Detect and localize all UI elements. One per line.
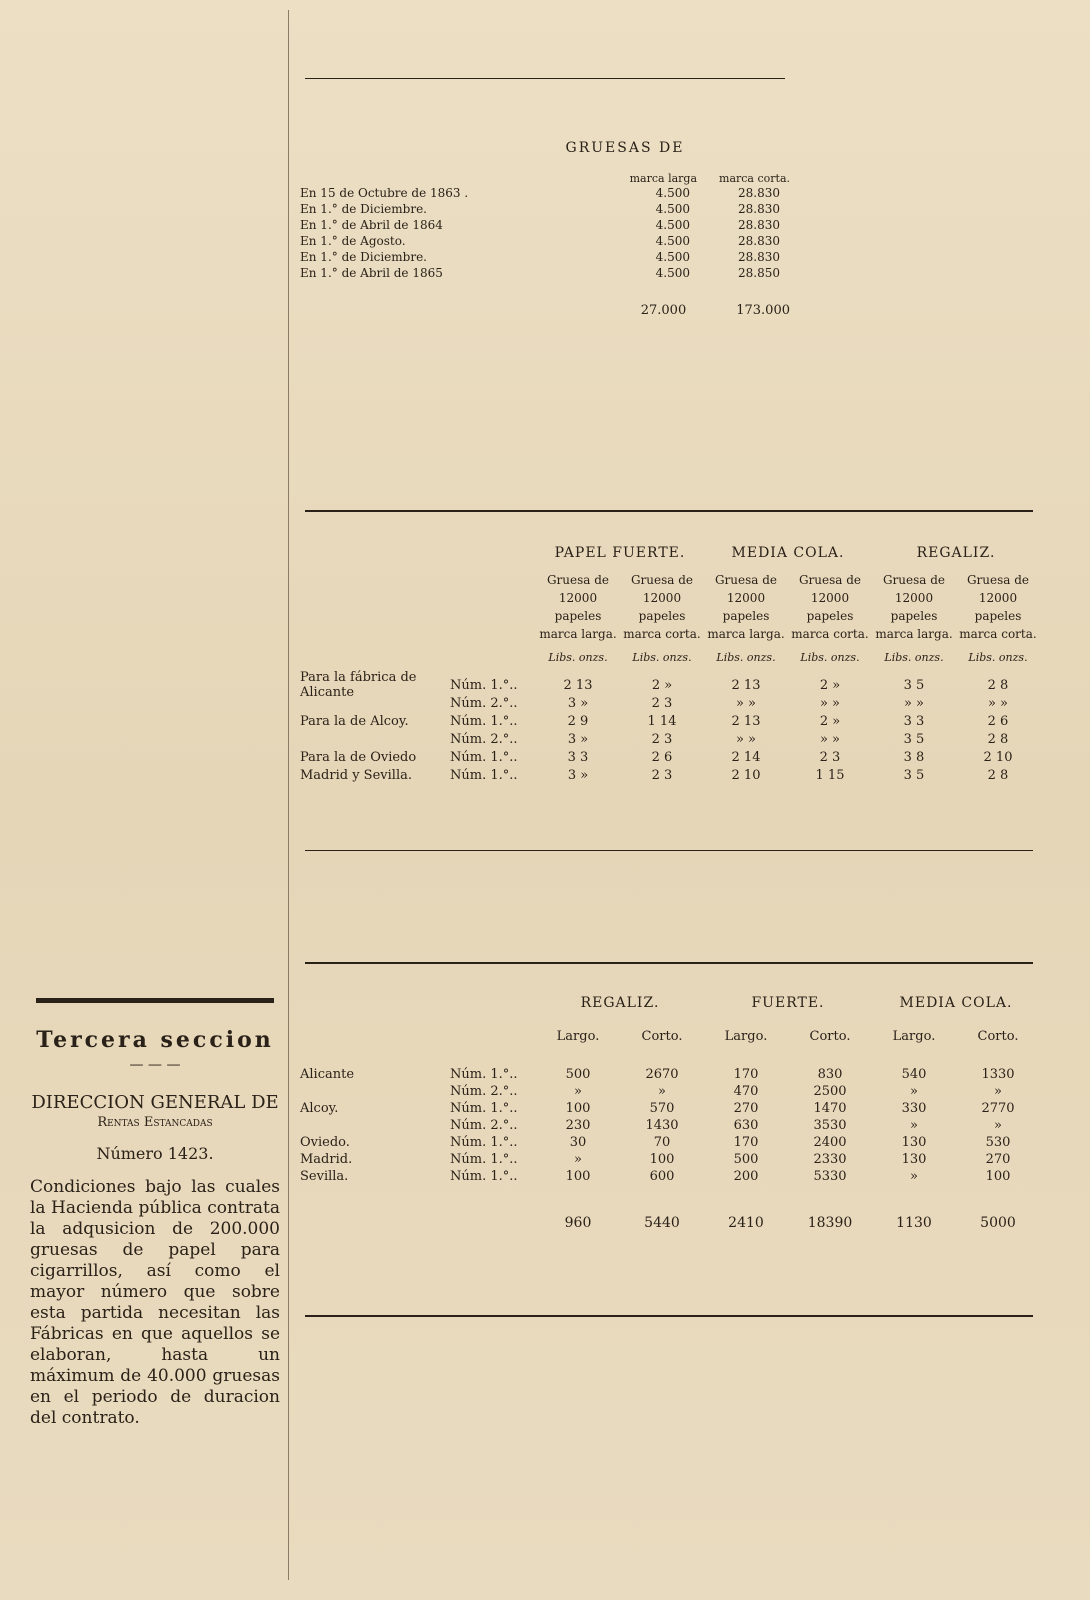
row-cell: »: [994, 1118, 1002, 1133]
table-b-rows: [300, 670, 1040, 784]
row-num: Núm. 1.°..: [450, 1152, 518, 1167]
row-desc: En 1.° de Agosto.: [300, 234, 406, 248]
row-marca-corta: 28.830: [738, 186, 780, 200]
row-marca-larga: 4.500: [655, 266, 690, 280]
column-rule: [288, 10, 289, 1580]
row-marca-corta: 28.830: [738, 218, 780, 232]
table-row: [300, 766, 1040, 784]
group-header: REGALIZ.: [916, 545, 996, 561]
total-cell: 2410: [728, 1215, 764, 1231]
rule-below-table-b: [305, 850, 1033, 851]
row-cell: 170: [733, 1067, 759, 1082]
total-b: 173.000: [736, 303, 790, 318]
row-cell: 2 »: [819, 713, 841, 729]
rule-above-table-b: [305, 510, 1033, 512]
row-label: Alicante: [300, 1067, 355, 1082]
row-cell: » »: [819, 695, 841, 711]
row-cell: 630: [733, 1118, 759, 1133]
row-cell: 2 6: [651, 749, 673, 765]
row-cell: 570: [649, 1101, 675, 1116]
row-cell: 30: [569, 1135, 587, 1150]
group-header: REGALIZ.: [580, 995, 660, 1011]
condiciones-title: Condiciones bajo las cuales la Hacienda pública contrata la adqusicion de 200.000 gruesas de papel para cigarrillos, así como el mayor número que sobre esta partida necesitan las Fábricas en que aquellos se elaboran, hasta un máximum de 40.000 gruesas en el periodo de duracion del contrato.: [30, 1177, 280, 1428]
row-desc: En 1.° de Diciembre.: [300, 202, 427, 216]
row-cell: »: [574, 1084, 582, 1099]
rule-below-table-c: [305, 1315, 1033, 1317]
unit-label: Libs. onzs.: [968, 651, 1028, 664]
row-cell: 130: [901, 1152, 927, 1167]
table-row: [300, 730, 1040, 748]
row-cell: 1470: [813, 1101, 847, 1116]
table-c-groups: [300, 995, 1040, 1011]
section-title: Tercera seccion: [36, 1027, 274, 1053]
col-marca-larga: marca larga: [629, 172, 698, 185]
row-desc: En 1.° de Abril de 1864: [300, 218, 443, 232]
row-cell: 330: [901, 1101, 927, 1116]
row-cell: 1 15: [815, 767, 845, 783]
subhead-corta: Gruesa de 12000 papeles marca corta.: [791, 573, 869, 641]
row-label: Para la de Oviedo: [300, 749, 417, 765]
row-cell: 2330: [813, 1152, 847, 1167]
row-cell: 2770: [981, 1101, 1015, 1116]
row-cell: 3530: [813, 1118, 847, 1133]
row-cell: »: [910, 1118, 918, 1133]
table-gruesas: [300, 140, 790, 318]
row-cell: 70: [653, 1135, 671, 1150]
row-label: Para la fábrica de Alicante: [300, 670, 417, 700]
subhead-largo: Largo.: [556, 1029, 600, 1044]
row-num: Núm. 1.°..: [450, 767, 518, 783]
row-desc: En 15 de Octubre de 1863 .: [300, 186, 469, 200]
row-label: Madrid.: [300, 1152, 353, 1167]
row-cell: 2 10: [731, 767, 761, 783]
unit-label: Libs. onzs.: [800, 651, 860, 664]
table-row: [300, 249, 790, 265]
row-marca-larga: 4.500: [655, 218, 690, 232]
table-row: [300, 712, 1040, 730]
row-num: Núm. 1.°..: [450, 749, 518, 765]
table-row: [300, 670, 1040, 700]
row-cell: 3 »: [567, 731, 589, 747]
row-num: Núm. 2.°..: [450, 1084, 518, 1099]
row-cell: » »: [987, 695, 1009, 711]
group-header: MEDIA COLA.: [899, 995, 1013, 1011]
unit-label: Libs. onzs.: [716, 651, 776, 664]
row-cell: 2 3: [819, 749, 841, 765]
rule-above-table-c: [305, 962, 1033, 964]
row-num: Núm. 2.°..: [450, 695, 518, 711]
total-a: 27.000: [640, 303, 687, 318]
row-desc: En 1.° de Diciembre.: [300, 250, 427, 264]
subhead-corta: Gruesa de 12000 papeles marca corta.: [959, 573, 1037, 641]
row-cell: » »: [735, 731, 757, 747]
row-cell: 2 3: [651, 767, 673, 783]
table-distribucion: [300, 995, 1040, 1231]
row-cell: 2 6: [987, 713, 1009, 729]
group-header: MEDIA COLA.: [731, 545, 845, 561]
row-cell: 5330: [813, 1169, 847, 1184]
row-label: Madrid y Sevilla.: [300, 767, 412, 783]
para-mid-2: [560, 335, 790, 475]
unit-label: Libs. onzs.: [884, 651, 944, 664]
left-column-text: [30, 10, 280, 980]
table-row: [300, 1100, 1040, 1117]
row-cell: 230: [565, 1118, 591, 1133]
subhead-corto: Corto.: [641, 1029, 683, 1044]
row-cell: 100: [649, 1152, 675, 1167]
row-cell: 2670: [645, 1067, 679, 1082]
row-marca-corta: 28.830: [738, 234, 780, 248]
row-marca-larga: 4.500: [655, 202, 690, 216]
section-dash: — — —: [129, 1057, 181, 1073]
unit-label: Libs. onzs.: [632, 651, 692, 664]
numero: Número 1423.: [96, 1144, 214, 1163]
table-c-rows: [300, 1066, 1040, 1185]
row-cell: 3 3: [567, 749, 589, 765]
table-b-groups: [300, 545, 1040, 561]
row-cell: 540: [901, 1067, 927, 1082]
table-a-totals: [300, 303, 790, 318]
row-marca-larga: 4.500: [655, 186, 690, 200]
row-cell: 3 5: [903, 767, 925, 783]
total-cell: 5000: [980, 1215, 1016, 1231]
row-cell: 2 3: [651, 695, 673, 711]
table-a-colheads: [300, 172, 790, 185]
row-marca-corta: 28.830: [738, 202, 780, 216]
row-cell: 2 3: [651, 731, 673, 747]
table-row: [300, 1151, 1040, 1168]
row-cell: 100: [985, 1169, 1011, 1184]
table-a-rows: [300, 185, 790, 281]
para-condicion-3: [305, 875, 1033, 925]
row-cell: 170: [733, 1135, 759, 1150]
row-cell: 470: [733, 1084, 759, 1099]
row-cell: 600: [649, 1169, 675, 1184]
row-num: Núm. 1.°..: [450, 1067, 518, 1082]
row-cell: 130: [901, 1135, 927, 1150]
table-row: [300, 1083, 1040, 1100]
row-cell: »: [658, 1084, 666, 1099]
row-cell: » »: [735, 695, 757, 711]
row-cell: »: [910, 1084, 918, 1099]
row-marca-larga: 4.500: [655, 250, 690, 264]
row-cell: »: [574, 1152, 582, 1167]
row-cell: 2500: [813, 1084, 847, 1099]
row-cell: 2 13: [731, 713, 761, 729]
para-bottom-2: [560, 1360, 790, 1560]
row-cell: 3 5: [903, 731, 925, 747]
subhead-larga: Gruesa de 12000 papeles marca larga.: [539, 573, 617, 641]
row-cell: 1430: [645, 1118, 679, 1133]
table-row: [300, 1117, 1040, 1134]
total-cell: 18390: [807, 1215, 853, 1231]
table-b-subheads: [300, 571, 1040, 643]
row-cell: 2 8: [987, 731, 1009, 747]
row-cell: 530: [985, 1135, 1011, 1150]
para-right-1: [815, 30, 1045, 450]
subhead-larga: Gruesa de 12000 papeles marca larga.: [707, 573, 785, 641]
row-label: Sevilla.: [300, 1169, 349, 1184]
row-num: Núm. 1.°..: [450, 1169, 518, 1184]
row-num: Núm. 1.°..: [450, 713, 518, 729]
row-cell: » »: [819, 731, 841, 747]
row-cell: 2400: [813, 1135, 847, 1150]
rule-top: [305, 78, 785, 79]
row-cell: 100: [565, 1169, 591, 1184]
row-cell: » »: [903, 695, 925, 711]
row-cell: 2 10: [983, 749, 1013, 765]
subhead-larga: Gruesa de 12000 papeles marca larga.: [875, 573, 953, 641]
left-column: [30, 10, 280, 1429]
row-marca-corta: 28.830: [738, 250, 780, 264]
row-cell: 2 13: [731, 677, 761, 693]
table-c-subheads: [300, 1029, 1040, 1044]
para-bottom-3: [815, 1360, 1045, 1560]
section-divider: [36, 998, 274, 1003]
table-a-header: GRUESAS DE: [565, 140, 685, 156]
table-row: [300, 201, 790, 217]
row-num: Núm. 2.°..: [450, 1118, 518, 1133]
direccion-line1: DIRECCION GENERAL DE: [31, 1092, 279, 1113]
table-peso: [300, 545, 1040, 784]
para-bottom-1: [305, 1360, 535, 1560]
row-cell: 500: [565, 1067, 591, 1082]
row-marca-larga: 4.500: [655, 234, 690, 248]
group-header: PAPEL FUERTE.: [554, 545, 686, 561]
table-c-totals: [300, 1215, 1040, 1231]
row-cell: 3 »: [567, 695, 589, 711]
table-row: [300, 1168, 1040, 1185]
subhead-largo: Largo.: [724, 1029, 768, 1044]
para-mid-1: [305, 335, 535, 475]
table-row: [300, 217, 790, 233]
row-cell: 2 »: [651, 677, 673, 693]
row-cell: 2 13: [563, 677, 593, 693]
row-cell: 1330: [981, 1067, 1015, 1082]
row-cell: 500: [733, 1152, 759, 1167]
row-num: Núm. 1.°..: [450, 677, 518, 693]
table-row: [300, 265, 790, 281]
row-label: Alcoy.: [300, 1101, 339, 1116]
row-marca-corta: 28.850: [738, 266, 780, 280]
row-cell: 2 9: [567, 713, 589, 729]
row-cell: 200: [733, 1169, 759, 1184]
row-label: Oviedo.: [300, 1135, 350, 1150]
row-label: Para la de Alcoy.: [300, 713, 409, 729]
row-cell: 3 5: [903, 677, 925, 693]
group-header: FUERTE.: [751, 995, 825, 1011]
row-cell: »: [910, 1169, 918, 1184]
table-row: [300, 1066, 1040, 1083]
col-marca-corta: marca corta.: [719, 172, 790, 185]
row-cell: 3 8: [903, 749, 925, 765]
total-cell: 960: [564, 1215, 592, 1231]
table-row: [300, 748, 1040, 766]
row-cell: 1 14: [647, 713, 677, 729]
row-cell: 2 »: [819, 677, 841, 693]
total-cell: 1130: [896, 1215, 932, 1231]
table-row: [300, 1134, 1040, 1151]
subhead-corto: Corto.: [977, 1029, 1019, 1044]
row-cell: 3 3: [903, 713, 925, 729]
subhead-largo: Largo.: [892, 1029, 936, 1044]
row-cell: »: [994, 1084, 1002, 1099]
row-cell: 2 8: [987, 767, 1009, 783]
subhead-corta: Gruesa de 12000 papeles marca corta.: [623, 573, 701, 641]
table-row: [300, 185, 790, 201]
row-cell: 100: [565, 1101, 591, 1116]
table-row: [300, 233, 790, 249]
row-num: Núm. 2.°..: [450, 731, 518, 747]
row-cell: 270: [985, 1152, 1011, 1167]
row-desc: En 1.° de Abril de 1865: [300, 266, 443, 280]
row-num: Núm. 1.°..: [450, 1135, 518, 1150]
row-cell: 270: [733, 1101, 759, 1116]
total-cell: 5440: [644, 1215, 680, 1231]
direccion-line2: Rentas Estancadas: [97, 1115, 213, 1130]
row-cell: 3 »: [567, 767, 589, 783]
row-num: Núm. 1.°..: [450, 1101, 518, 1116]
table-b-units: [300, 651, 1040, 664]
subhead-corto: Corto.: [809, 1029, 851, 1044]
row-cell: 2 14: [731, 749, 761, 765]
unit-label: Libs. onzs.: [548, 651, 608, 664]
row-cell: 2 8: [987, 677, 1009, 693]
row-cell: 830: [817, 1067, 843, 1082]
